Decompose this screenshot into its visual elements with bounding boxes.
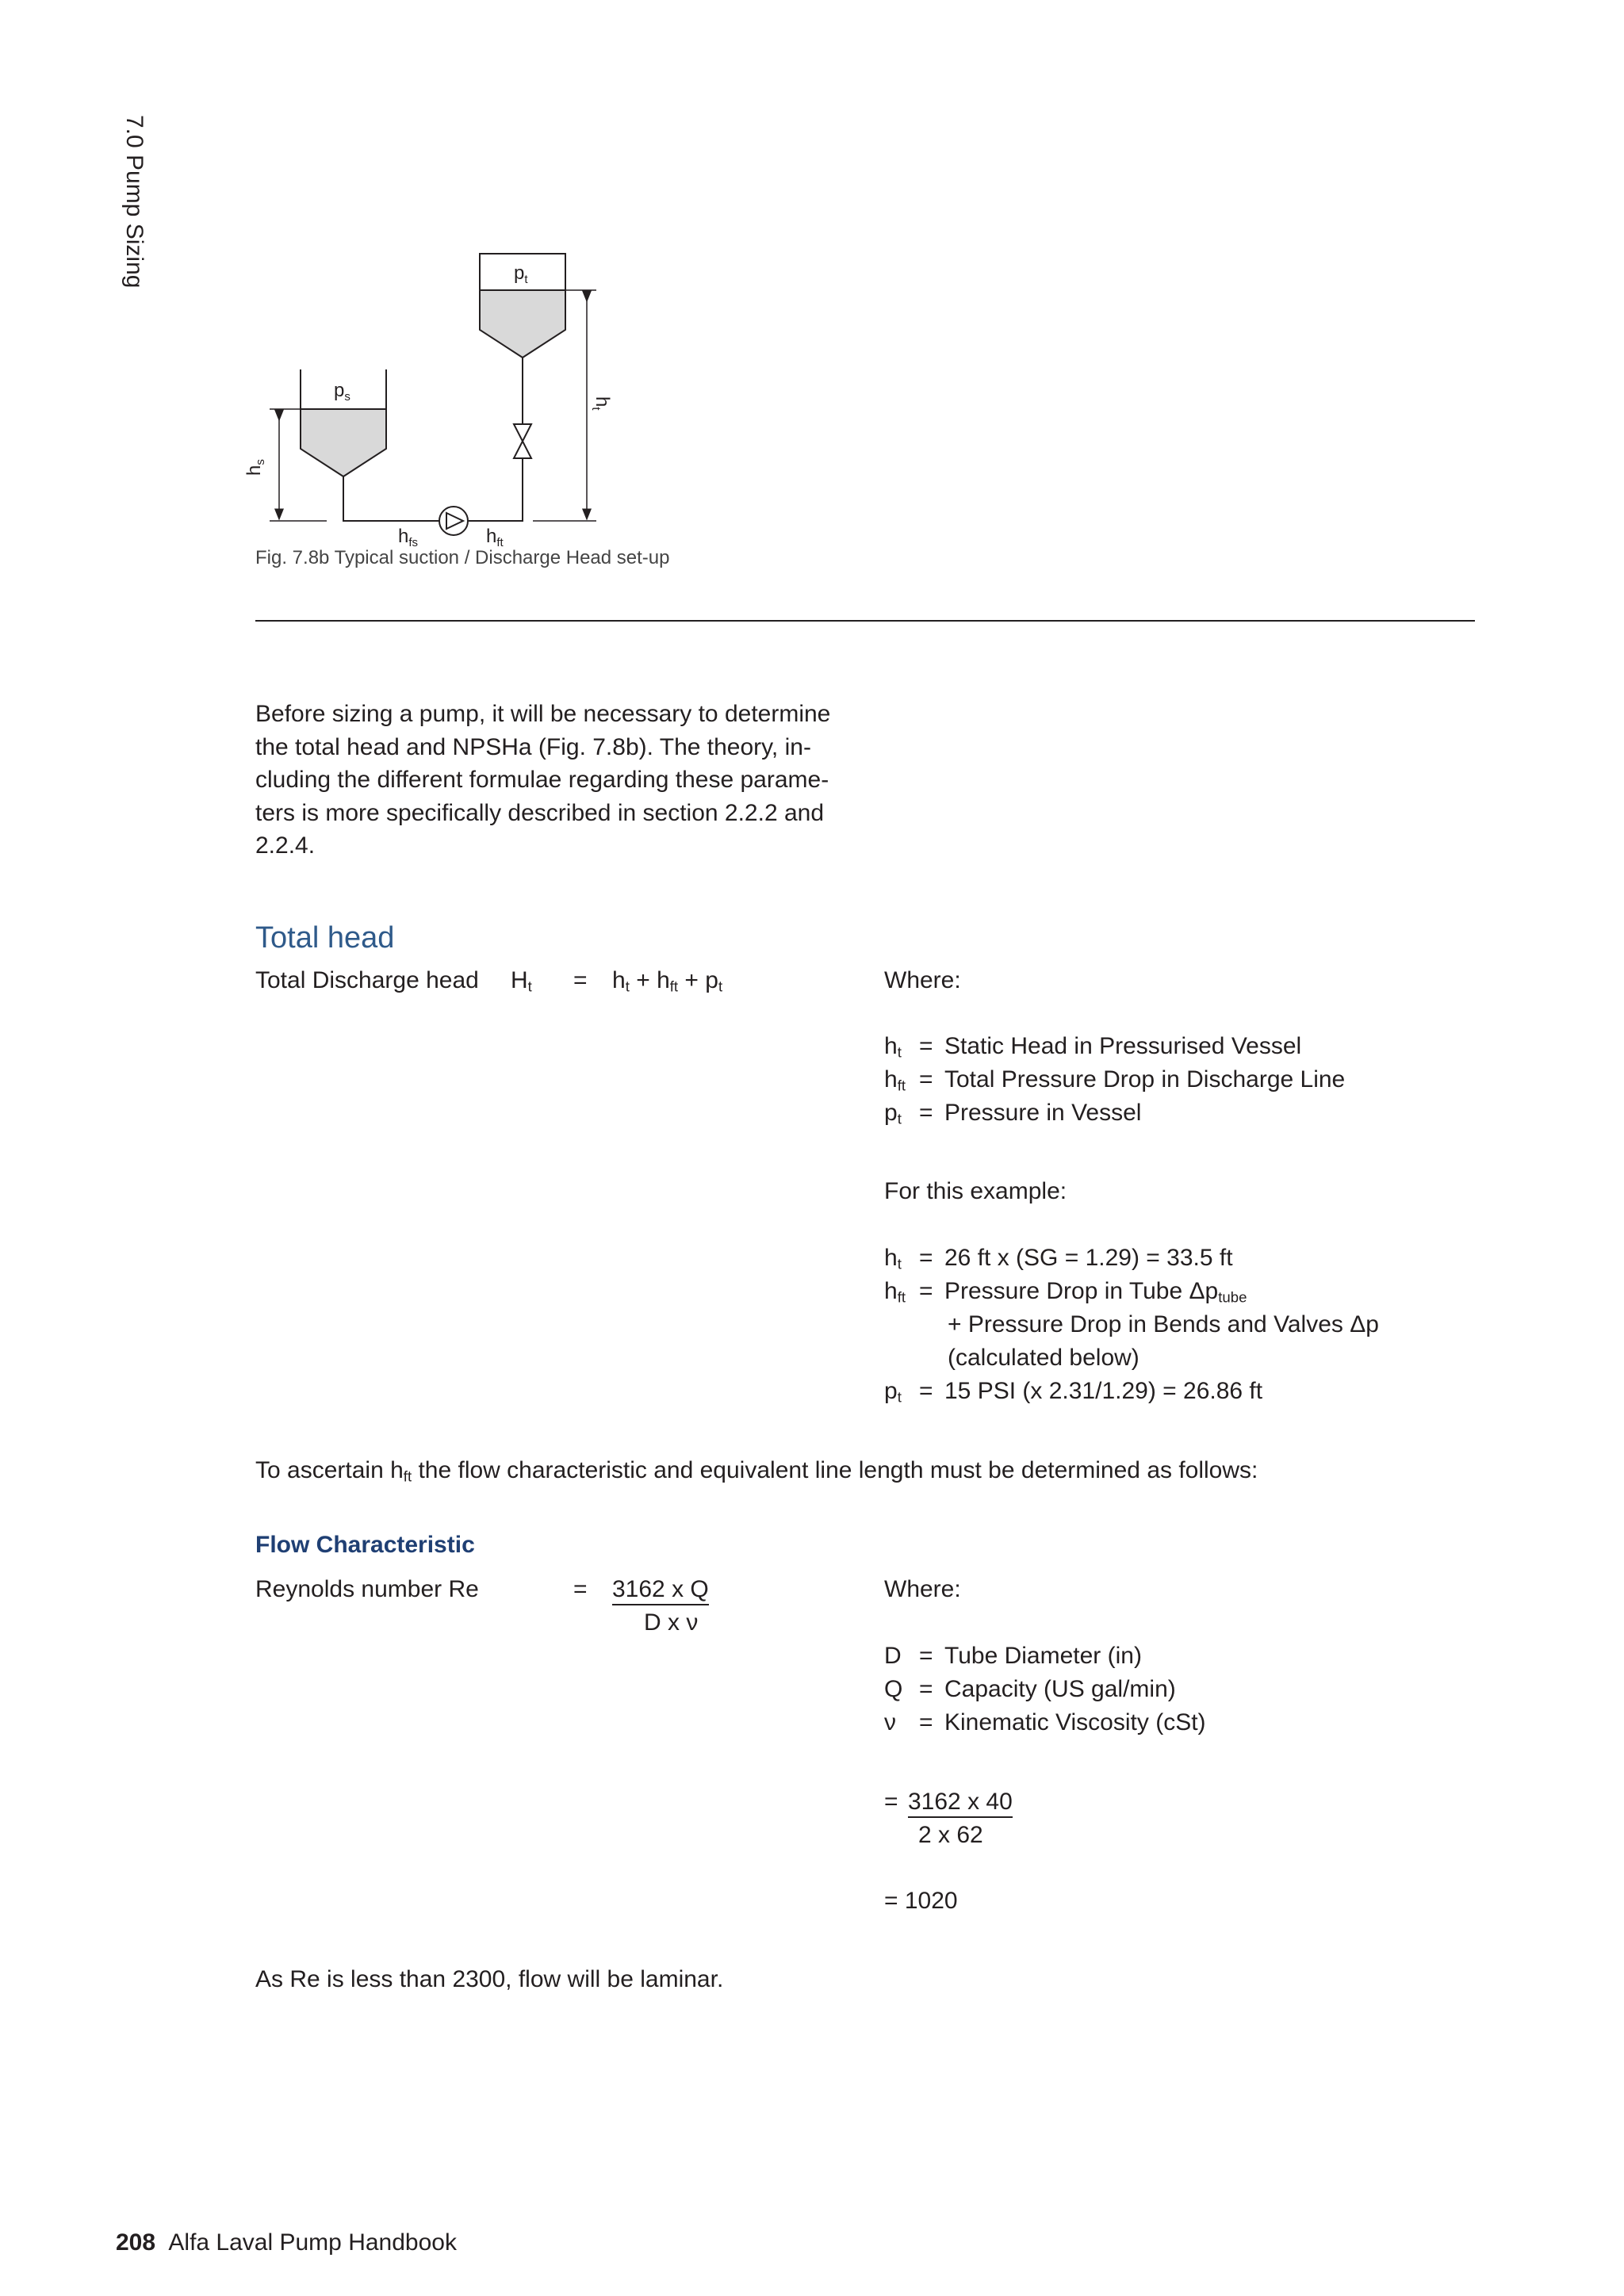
book-title: Alfa Laval Pump Handbook [168,2229,457,2256]
example-label: For this example: [884,1178,1067,1204]
where-label: Where: [884,967,961,993]
calc-numerator: 3162 x 40 [908,1785,1013,1819]
valve-icon [514,424,531,458]
definition-symbol: $h_t$ [884,1033,902,1061]
definition-text: Pressure in Vessel [944,1100,1142,1126]
reynolds-numerator: 3162 x Q [612,1573,709,1606]
calc-denominator: 2 x 62 [918,1822,983,1848]
pt-label: $p_t$ [514,262,528,286]
definition-symbol: $p_t$ [884,1100,902,1127]
example-row-continued: + Pressure Drop in Bends and Valves Δp [948,1311,1379,1337]
definition-text: Static Head in Pressurised Vessel [944,1033,1302,1059]
reynolds-label: Reynolds number Re [255,1576,479,1602]
pump-icon [439,507,468,535]
intro-line: 2.2.4. [255,832,316,859]
intro-line: the total head and NPSHa (Fig. 7.8b). The theory, in- [255,733,811,760]
definition-equals: = [919,1100,933,1126]
section-label: 7.0 Pump Sizing [121,115,147,289]
total-discharge-label: Total Discharge head [255,967,479,993]
intro-line: Before sizing a pump, it will be necessary to determine [255,701,831,727]
intro-paragraph [255,698,858,863]
ps-label: $p_s$ [334,380,350,404]
divider [255,620,1475,622]
ascertain-text: To ascertain $h_{ft}$ the flow characteristic and equivalent line length must be determined as follows: [255,1457,1258,1485]
figure-caption: Fig. 7.8b Typical suction / Discharge Head set-up [255,547,670,568]
total-head-heading: Total head [255,921,395,955]
flow-characteristic-heading: Flow Characteristic [255,1532,475,1558]
hs-label: $h_s$ [243,459,267,476]
suction-discharge-diagram [243,238,642,555]
equals-sign: = [573,1576,588,1602]
example-row-continued: (calculated below) [948,1345,1139,1371]
calc-result: = 1020 [884,1888,958,1914]
definition-equals: = [919,1033,933,1059]
reynolds-denominator: D x ν [644,1609,699,1636]
ht-label: $h_t$ [589,396,613,411]
laminar-conclusion: As Re is less than 2300, flow will be laminar. [255,1966,724,1992]
page-footer [116,2226,457,2260]
definition-text: Total Pressure Drop in Discharge Line [944,1066,1346,1093]
page-number: 208 [116,2229,156,2256]
where-label: Where: [884,1576,961,1602]
definition-equals: = [919,1066,933,1093]
calc-equals: = [884,1789,898,1815]
definition-symbol: $h_{ft}$ [884,1066,906,1094]
intro-line: ters is more specifically described in section 2.2.2 and [255,799,825,826]
intro-line: cluding the different formulae regarding these parame- [255,767,829,793]
hfs-label: $h_{fs}$ [398,526,419,549]
total-head-formula: $h_t + h_{ft} + p_t$ [612,967,723,995]
equals-sign: = [573,967,588,993]
hft-label: $h_{ft}$ [486,526,504,549]
total-discharge-symbol: $H_t$ [511,967,532,995]
